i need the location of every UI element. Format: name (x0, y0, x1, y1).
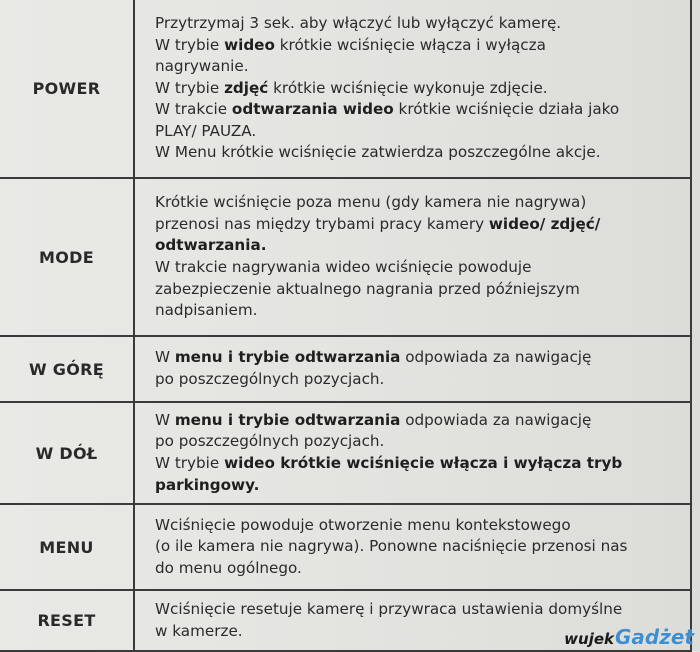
button-name: MENU (0, 504, 134, 590)
bold-text: wideo/ zdjęć/ (488, 214, 601, 233)
description-line (155, 257, 682, 279)
bold-text: parkingowy. (155, 475, 260, 494)
bold-text: menu i trybie odtwarzania (174, 348, 401, 367)
button-name: W GÓRĘ (0, 336, 134, 402)
description-line (155, 235, 682, 257)
button-description (134, 336, 691, 402)
text: po poszczególnych pozycjach. (155, 432, 385, 451)
text: przenosi nas między trybami pracy kamery (155, 214, 489, 233)
text: nagrywanie. (155, 57, 249, 76)
table-row (0, 178, 691, 336)
text: w kamerze. (155, 621, 243, 640)
bold-text: wideo (224, 35, 275, 54)
description-line (155, 35, 682, 57)
button-description (134, 178, 691, 336)
text: krótkie wciśnięcie działa jako (393, 100, 620, 119)
description-line (155, 78, 682, 100)
description-line (155, 431, 682, 453)
text: Wciśnięcie resetuje kamerę i przywraca ustawienia domyślne (155, 599, 623, 618)
description-line (155, 13, 682, 35)
description-line (155, 369, 682, 391)
text: krótkie wciśnięcie wykonuje zdjęcie. (268, 78, 548, 97)
bold-text: menu i trybie odtwarzania (174, 410, 401, 429)
logo-text-part2: Gadżet (615, 625, 694, 649)
button-name: W DÓŁ (0, 402, 134, 504)
text: do menu ogólnego. (155, 558, 302, 577)
description-line (155, 192, 682, 214)
button-description (134, 402, 691, 504)
description-line (155, 99, 682, 121)
text: Przytrzymaj 3 sek. aby włączyć lub wyłączyć kamerę. (155, 13, 562, 32)
description-line (155, 121, 682, 143)
text: W (155, 348, 175, 367)
text: PLAY/ PAUZA. (155, 121, 257, 140)
text: krótkie wciśnięcie włącza i wyłącza (274, 35, 546, 54)
button-name: RESET (0, 590, 134, 651)
text: W trakcie nagrywania wideo wciśnięcie powoduje (155, 258, 532, 276)
button-description (134, 0, 691, 178)
text: W Menu krótkie wciśnięcie zatwierdza poszczególne akcje. (155, 143, 601, 162)
bold-text: zdjęć (224, 78, 269, 97)
bold-text: wideo krótkie wciśnięcie włącza i wyłącza tryb (224, 454, 623, 472)
description-line (155, 214, 682, 236)
description-line (155, 279, 682, 301)
text: Wciśnięcie powoduje otworzenie menu kontekstowego (155, 515, 571, 534)
description-line (155, 347, 682, 369)
watermark-logo (564, 625, 694, 649)
text: odpowiada za nawigację (400, 348, 592, 367)
table-row (0, 0, 691, 178)
description-line (155, 536, 682, 558)
logo-text-part1: wujek (564, 630, 614, 648)
text: W (155, 410, 175, 429)
text: W trybie (155, 78, 225, 97)
description-line (155, 599, 682, 621)
description-line (155, 475, 682, 497)
button-name: MODE (0, 178, 134, 336)
text: nadpisaniem. (155, 301, 258, 320)
text: Krótkie wciśnięcie poza menu (gdy kamera nie nagrywa) (155, 193, 587, 212)
button-name: POWER (0, 0, 134, 178)
table-row (0, 402, 691, 504)
table-row (0, 336, 691, 402)
description-line (155, 558, 682, 580)
text: W trybie (155, 454, 225, 472)
description-line (155, 56, 682, 78)
button-description (134, 504, 691, 590)
text: W trybie (155, 35, 225, 54)
bold-text: odtwarzania. (155, 236, 267, 255)
text: (o ile kamera nie nagrywa). Ponowne naciśnięcie przenosi nas (155, 537, 628, 556)
table-row (0, 504, 691, 590)
text: odpowiada za nawigację (400, 410, 592, 429)
description-line (155, 453, 682, 475)
text: po poszczególnych pozycjach. (155, 370, 385, 388)
description-line (155, 300, 682, 322)
description-line (155, 410, 682, 432)
text: zabezpieczenie aktualnego nagrania przed późniejszym (155, 279, 580, 298)
description-line (155, 142, 682, 164)
bold-text: odtwarzania wideo (231, 100, 394, 119)
description-line (155, 515, 682, 537)
text: W trakcie (155, 100, 232, 119)
